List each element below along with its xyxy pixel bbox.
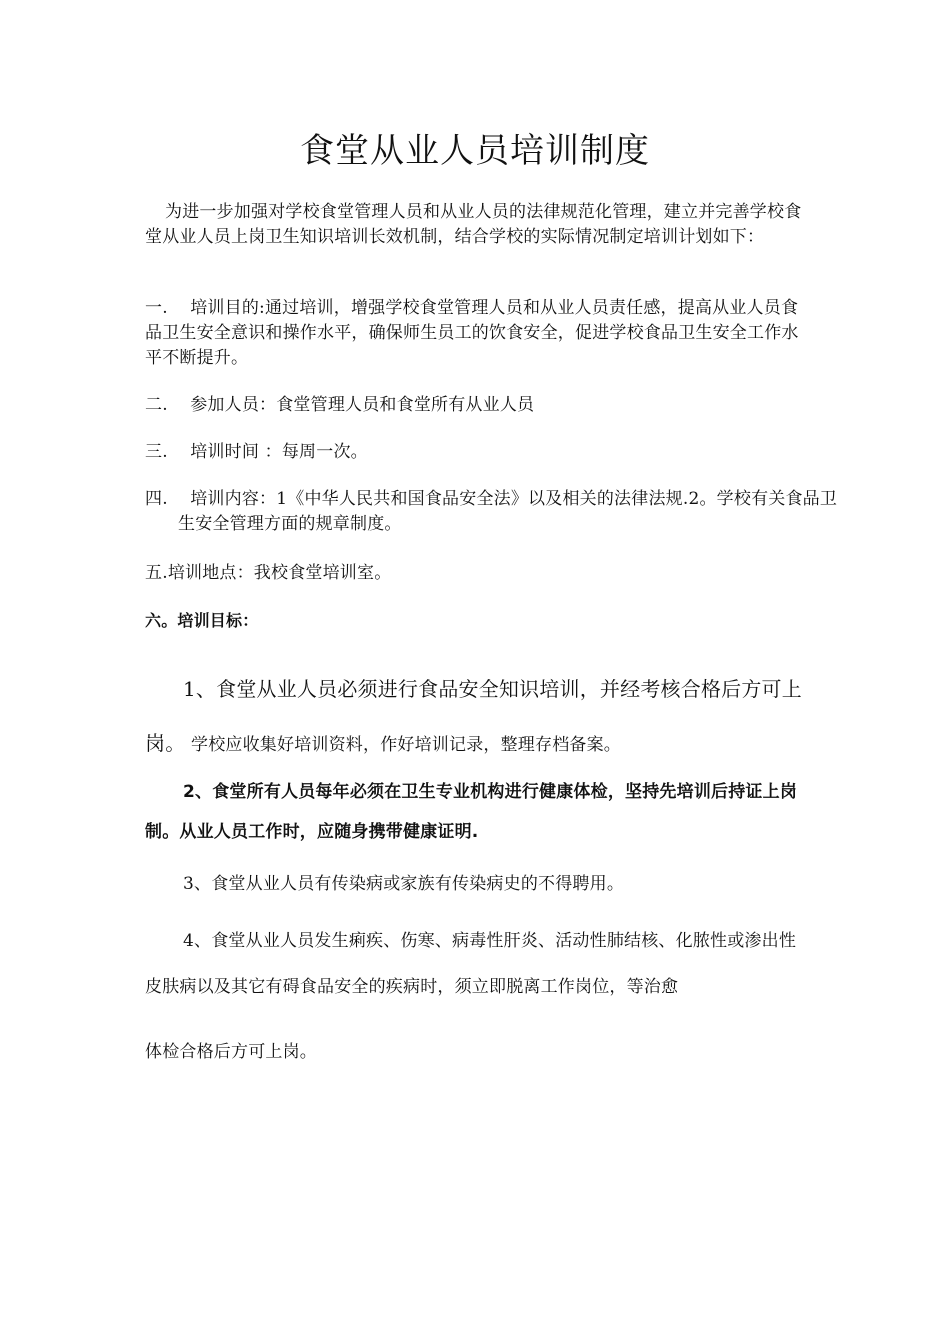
item-number: 一. [145, 298, 168, 318]
section-goals-heading: 六。培训目标： [145, 611, 259, 630]
goal-1 [145, 662, 809, 772]
item-number: 四. [145, 489, 168, 509]
item-text: 培训内容：1《中华人民共和国食品安全法》以及相关的法律法规.2。学校有关食品卫生安全管理方面的规章制度。 [178, 489, 838, 534]
item-number: 五. [145, 563, 168, 583]
goal-2: 2、食堂所有人员每年必须在卫生专业机构进行健康体检，坚持先培训后持证上岗制。从业人员工作时，应随身携带健康证明. [145, 782, 798, 842]
item-text: 培训时间 ：每周一次。 [190, 442, 368, 462]
item-content [145, 487, 842, 537]
goal-4: 4、食堂从业人员发生痢疾、伤寒、病毒性肝炎、活动性肺结核、化脓性或渗出性皮肤病以及其它有碍食品安全的疾病时，须立即脱离工作岗位，等治愈 [145, 931, 797, 997]
item-text: 培训地点：我校食堂培训室。 [167, 563, 392, 583]
goal-1-tail: 学校应收集好培训资料，作好培训记录，整理存档备案。 [185, 735, 622, 755]
item-number: 二. [145, 395, 168, 415]
goal-1-main: 1、食堂从业人员必须进行食品安全知识培训，并经考核合格后方可上岗。 [145, 677, 802, 755]
item-text: 培训目的:通过培训，增强学校食堂管理人员和从业人员责任感，提高从业人员食品卫生安全意识和操作水平，确保师生员工的饮食安全，促进学校食品卫生安全工作水平不断提升。 [145, 298, 799, 368]
item-location [145, 561, 809, 586]
intro-paragraph: 为进一步加强对学校食堂管理人员和从业人员的法律规范化管理，建立并完善学校食堂从业人员上岗卫生知识培训长效机制，结合学校的实际情况制定培训计划如下： [145, 202, 802, 247]
item-time [145, 440, 809, 465]
item-text: 参加人员：食堂管理人员和食堂所有从业人员 [190, 395, 535, 415]
item-participants [145, 393, 809, 418]
goal-3: 3、食堂从业人员有传染病或家族有传染病史的不得聘用。 [183, 874, 625, 894]
item-number: 三. [145, 442, 168, 462]
item-purpose [145, 296, 809, 371]
document-title: 食堂从业人员培训制度 [300, 131, 650, 171]
goal-4-end: 体检合格后方可上岗。 [145, 1042, 317, 1062]
